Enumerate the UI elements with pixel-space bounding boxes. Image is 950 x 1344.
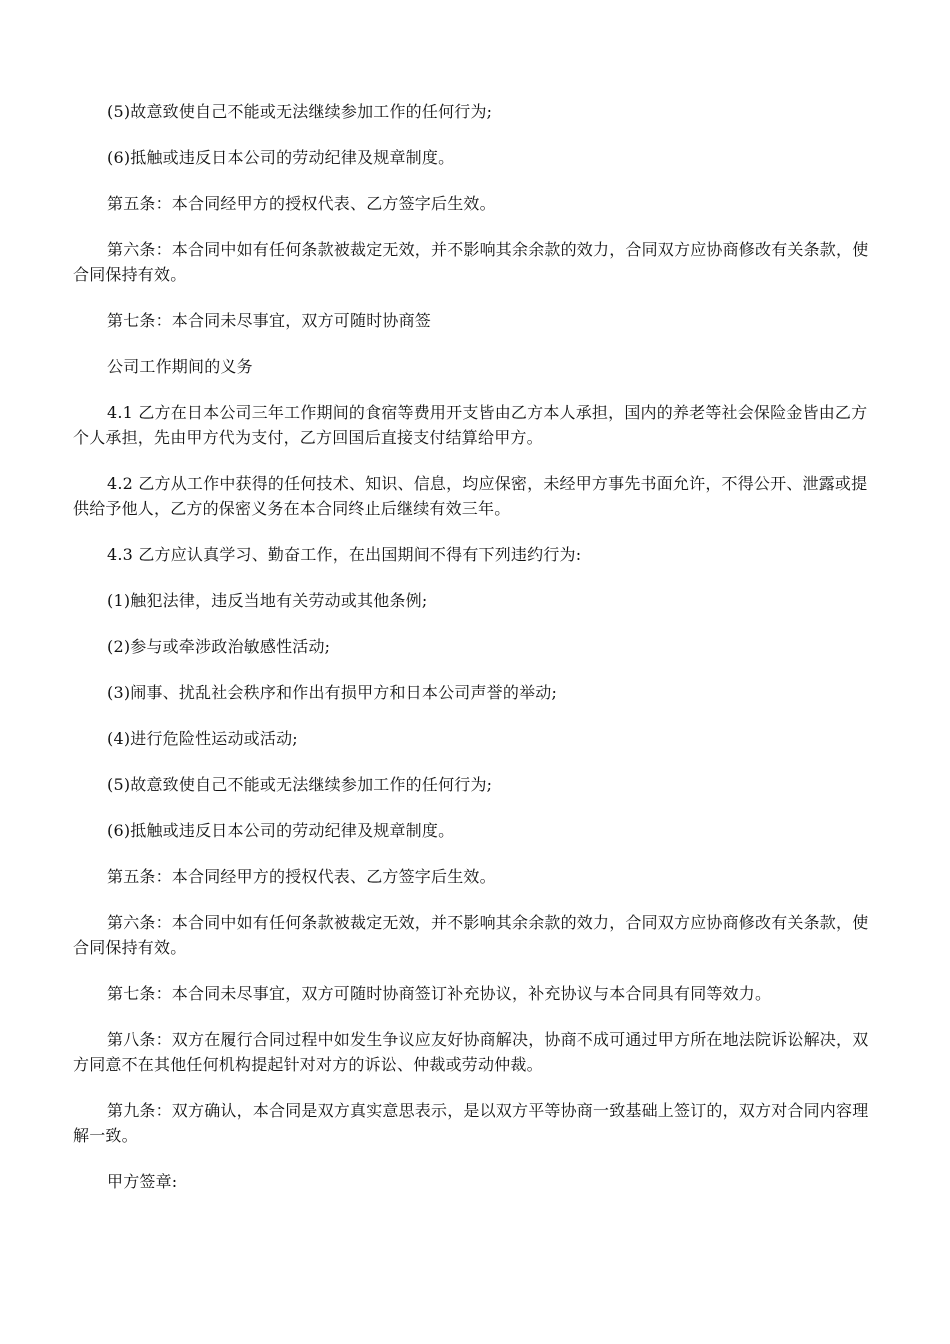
paragraph-clause-6: (6)抵触或违反日本公司的劳动纪律及规章制度。 — [107, 148, 455, 167]
paragraph-clause-5: (5)故意致使自己不能或无法继续参加工作的任何行为; — [107, 102, 493, 121]
paragraph-article-8: 第八条：双方在履行合同过程中如发生争议应友好协商解决，协商不成可通过甲方所在地法院诉讼解决，双方同意不在其他任何机构提起针对对方的诉讼、仲裁或劳动仲裁。 — [73, 1030, 869, 1074]
paragraph-article-5: 第五条：本合同经甲方的授权代表、乙方签字后生效。 — [107, 194, 496, 213]
paragraph-clause-5-repeat: (5)故意致使自己不能或无法继续参加工作的任何行为; — [107, 775, 493, 794]
paragraph-clause-3: (3)闹事、扰乱社会秩序和作出有损甲方和日本公司声誉的举动; — [107, 683, 558, 702]
paragraph-clause-6-repeat: (6)抵触或违反日本公司的劳动纪律及规章制度。 — [107, 821, 455, 840]
paragraph-article-9: 第九条：双方确认，本合同是双方真实意思表示，是以双方平等协商一致基础上签订的，双方对合同内容理解一致。 — [73, 1101, 869, 1145]
paragraph-clause-1: (1)触犯法律，违反当地有关劳动或其他条例; — [107, 591, 428, 610]
paragraph-article-7: 第七条：本合同未尽事宜，双方可随时协商签订补充协议，补充协议与本合同具有同等效力。 — [107, 984, 772, 1003]
paragraph-4-1: 4.1 乙方在日本公司三年工作期间的食宿等费用开支皆由乙方本人承担，国内的养老等社会保险金皆由乙方个人承担，先由甲方代为支付，乙方回国后直接支付结算给甲方。 — [73, 403, 868, 447]
paragraph-4-2: 4.2 乙方从工作中获得的任何技术、知识、信息，均应保密，未经甲方事先书面允许，不得公开、泄露或提供给予他人，乙方的保密义务在本合同终止后继续有效三年。 — [73, 474, 868, 518]
paragraph-article-6: 第六条：本合同中如有任何条款被裁定无效，并不影响其余余款的效力，合同双方应协商修改有关条款，使合同保持有效。 — [73, 240, 869, 284]
paragraph-clause-4: (4)进行危险性运动或活动; — [107, 729, 298, 748]
paragraph-clause-2: (2)参与或牵涉政治敏感性活动; — [107, 637, 331, 656]
paragraph-party-a-signature: 甲方签章: — [107, 1172, 178, 1191]
paragraph-4-3: 4.3 乙方应认真学习、勤奋工作，在出国期间不得有下列违约行为: — [107, 545, 582, 564]
paragraph-article-7-partial: 第七条：本合同未尽事宜，双方可随时协商签 — [107, 311, 432, 330]
paragraph-article-5-repeat: 第五条：本合同经甲方的授权代表、乙方签字后生效。 — [107, 867, 496, 886]
paragraph-section-heading: 公司工作期间的义务 — [107, 357, 253, 376]
paragraph-article-6-repeat: 第六条：本合同中如有任何条款被裁定无效，并不影响其余余款的效力，合同双方应协商修改有关条款，使合同保持有效。 — [73, 913, 869, 957]
